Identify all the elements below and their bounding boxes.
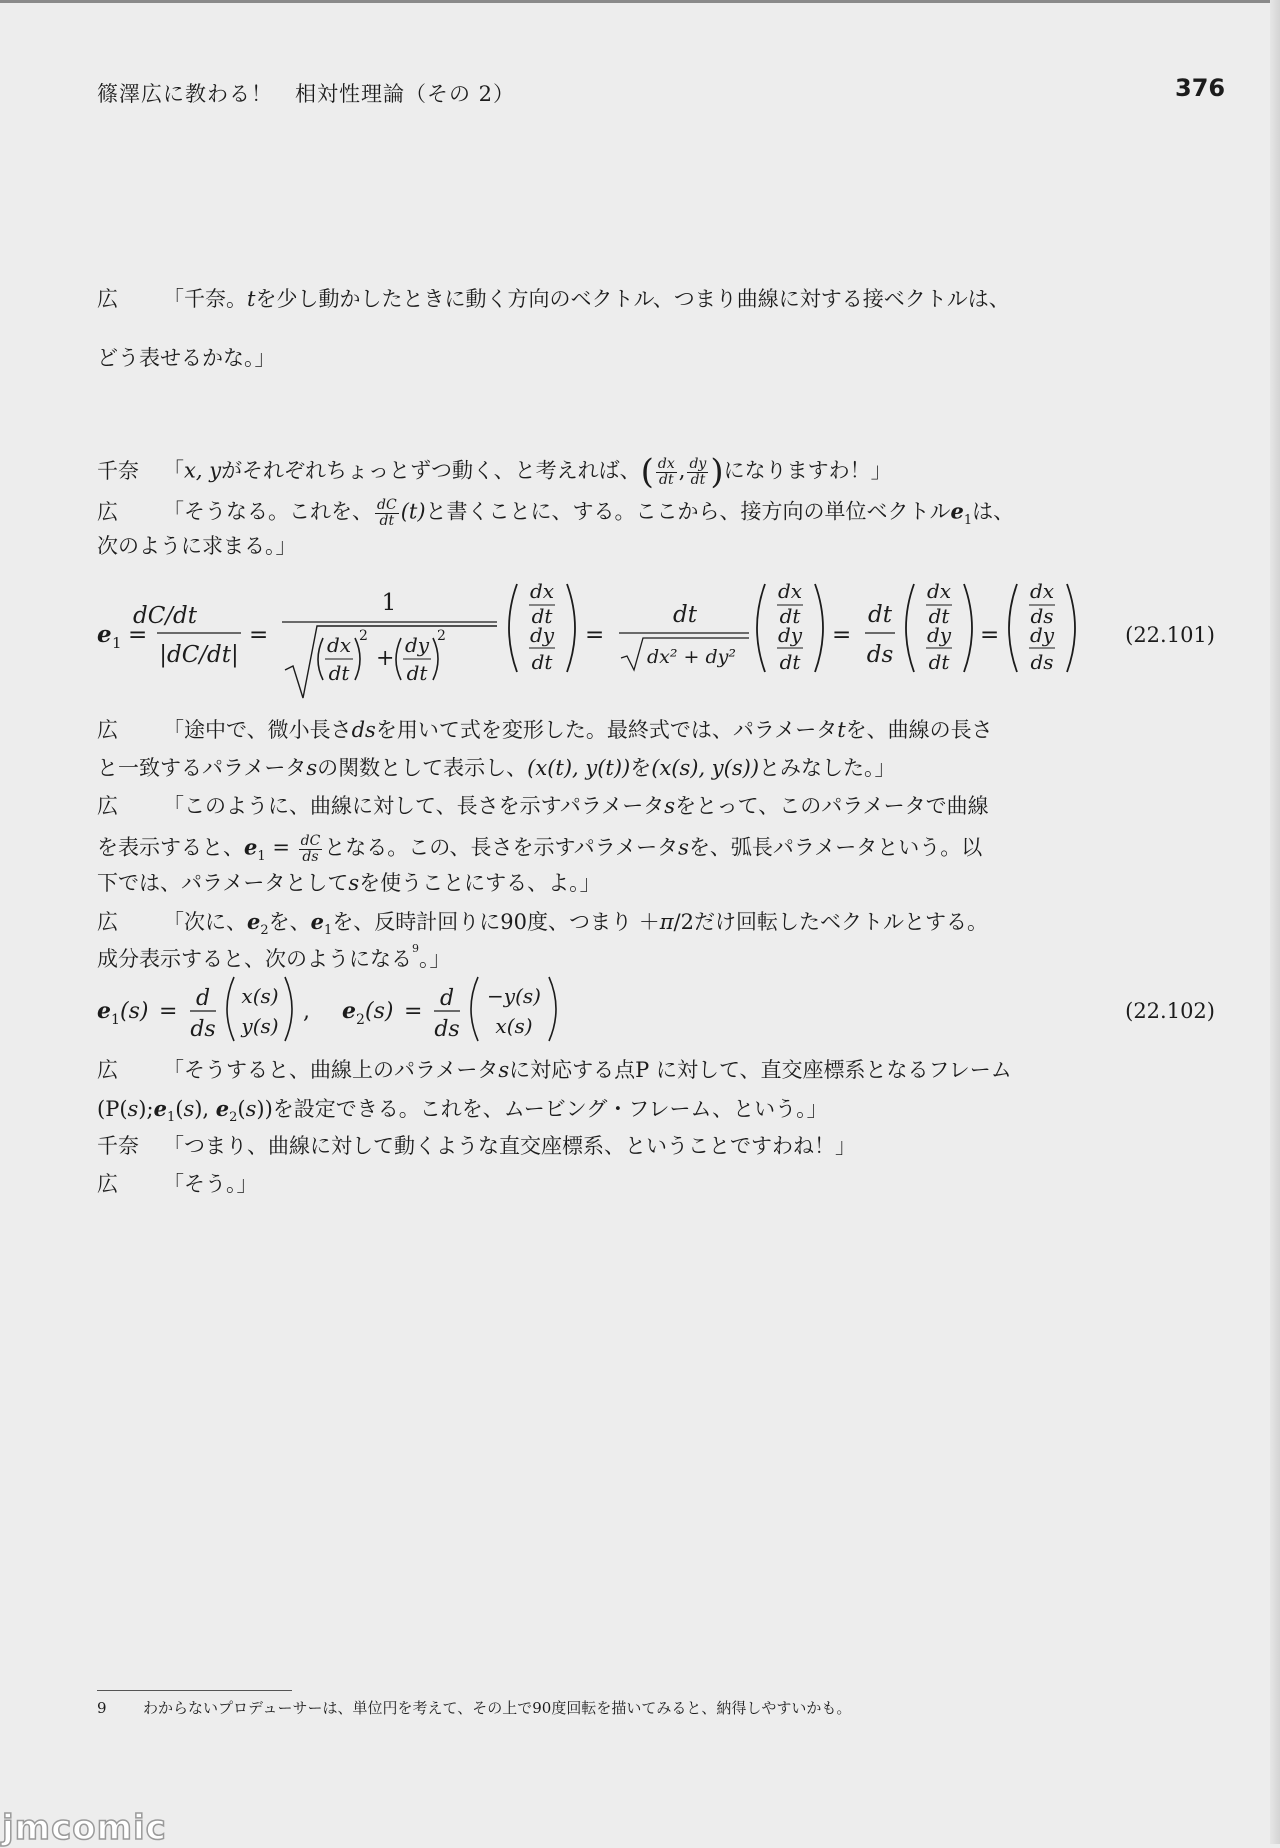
dialogue-line: 成分表示すると、次のようになる$^9$。」 (97, 942, 451, 971)
svg-text:dx: dx (926, 579, 952, 603)
svg-text:ds: ds (190, 1017, 216, 1042)
page-number: 376 (1175, 74, 1226, 102)
page-right-edge (1270, 0, 1280, 1844)
svg-text:=: = (832, 622, 852, 648)
svg-text:dt: dt (673, 602, 697, 628)
svg-text:dt: dt (868, 602, 892, 628)
svg-text:dt: dt (406, 661, 428, 685)
fraction-dC-ds: $\frac{dC}{ds}$ (300, 833, 321, 865)
svg-text:,: , (303, 999, 310, 1024)
speaker-label: 広 (97, 718, 118, 742)
dialogue-line: 下では、パラメータとしてsを使うことにする、よ。」 (97, 871, 601, 895)
svg-text:d: d (439, 986, 455, 1011)
svg-text:dx: dx (529, 579, 555, 603)
fraction-dx-dt: $\frac{dx}{dt}$ (657, 455, 675, 488)
footnote-marker: 9 (412, 942, 419, 955)
svg-text:|dC/dt|: |dC/dt| (159, 642, 239, 668)
dialogue-line: 広 「次に、$e_2$を、$e_1$を、反時計回りに90度、つまり ＋π/2だけ回転したベクトルとする。 (97, 909, 988, 939)
speaker-label: 広 (97, 794, 118, 818)
dialogue-line: 広 「千奈。tを少し動かしたときに動く方向のベクトル、つまり曲線に対する接ベクトルは、 (97, 287, 1010, 311)
svg-text:1: 1 (111, 1012, 120, 1028)
svg-text:d: d (195, 986, 211, 1011)
dialogue-line: 広 「そうすると、曲線上のパラメータsに対応する点P に対して、直交座標系となるフレーム (97, 1058, 1012, 1082)
running-header: 篠澤広に教わる！ 相対性理論（その 2） (97, 82, 516, 106)
svg-text:e: e (97, 998, 111, 1024)
page-top-edge (0, 0, 1280, 3)
svg-text:dy: dy (1029, 623, 1055, 647)
svg-text:=: = (128, 622, 148, 648)
speaker-label: 千奈 (97, 1134, 139, 1158)
dialogue-line: を表示すると、$e_1$ = $\frac{dC}{ds}$ となる。この、長さを示すパラメータsを、弧長パラメータという。以 (97, 833, 983, 865)
svg-text:dt: dt (928, 650, 950, 674)
speaker-label: 広 (97, 499, 118, 524)
speaker-label: 広 (97, 1172, 118, 1196)
dialogue-line: 広 「そうなる。これを、 $\frac{dC}{dt}$ (t)と書くことに、する。ここから、接方向の単位ベクトル$e_1$は、 (97, 497, 1015, 529)
speaker-label: 広 (97, 287, 118, 311)
svg-text:e: e (97, 621, 112, 648)
svg-text:dt: dt (779, 604, 801, 628)
svg-text:dx: dx (1029, 579, 1055, 603)
svg-text:2: 2 (359, 628, 368, 644)
svg-text:x(s): x(s) (495, 1014, 533, 1038)
svg-text:1: 1 (381, 590, 397, 616)
dialogue-line: どう表せるかな。」 (97, 346, 276, 370)
svg-text:dt: dt (328, 661, 350, 685)
svg-text:=: = (249, 622, 269, 648)
svg-text:x(s): x(s) (241, 984, 279, 1008)
footnote-divider (97, 1690, 292, 1691)
fraction-dC-dt: $\frac{dC}{dt}$ (377, 497, 397, 529)
svg-text:=: = (159, 999, 178, 1024)
svg-text:(s): (s) (365, 999, 394, 1024)
speaker-label: 広 (97, 910, 118, 934)
svg-text:dt: dt (531, 650, 553, 674)
footnote-text: わからないプロデューサーは、単位円を考えて、その上で90度回転を描いてみると、納得しやすいかも。 (143, 1699, 852, 1717)
equation-svg (97, 570, 1215, 705)
svg-text:ds: ds (434, 1017, 460, 1042)
svg-text:=: = (980, 622, 1000, 648)
svg-text:2: 2 (437, 628, 446, 644)
svg-text:y(s): y(s) (241, 1014, 279, 1038)
watermark: jmcomic (2, 1808, 167, 1848)
svg-text:dy: dy (926, 623, 952, 647)
svg-text:dx² + dy²: dx² + dy² (647, 646, 737, 668)
svg-text:=: = (404, 999, 423, 1024)
svg-text:ds: ds (1030, 604, 1054, 628)
dialogue-line: 次のように求まる。」 (97, 534, 297, 558)
svg-text:1: 1 (112, 634, 122, 652)
dialogue-line: 千奈 「つまり、曲線に対して動くような直交座標系、ということですわね！」 (97, 1134, 856, 1158)
dialogue-line: 広 「途中で、微小長さdsを用いて式を変形した。最終式では、パラメータtを、曲線の長さ (97, 718, 993, 742)
speaker-label: 広 (97, 1058, 118, 1082)
fraction-dy-dt: $\frac{dy}{dt}$ (689, 455, 707, 488)
dialogue-line: と一致するパラメータsの関数として表示し、(x(t), y(t))を(x(s), y(s))とみなした。」 (97, 756, 896, 780)
dialogue-line: ($P(s);e_1(s)$, $e_2(s)$)を設定できる。これを、ムービング・フレーム、という。」 (97, 1096, 828, 1126)
svg-text:+: + (376, 646, 395, 671)
footnote-number: 9 (97, 1699, 107, 1717)
dialogue-line: 広 「そう。」 (97, 1172, 258, 1196)
svg-text:dy: dy (777, 623, 803, 647)
svg-text:ds: ds (866, 642, 894, 668)
svg-text:2: 2 (356, 1012, 365, 1028)
svg-text:−y(s): −y(s) (487, 984, 541, 1008)
svg-text:dt: dt (779, 650, 801, 674)
svg-text:dx: dx (777, 579, 803, 603)
svg-text:e: e (342, 998, 356, 1024)
svg-text:dC/dt: dC/dt (132, 603, 198, 629)
equation-22-101 (97, 570, 1215, 705)
svg-text:dy: dy (529, 623, 555, 647)
svg-text:(22.101): (22.101) (1125, 623, 1215, 647)
svg-text:dt: dt (928, 604, 950, 628)
footnote (97, 1697, 851, 1718)
equation-22-102 (97, 975, 1215, 1045)
svg-text:ds: ds (1030, 650, 1054, 674)
svg-text:dx: dx (326, 633, 352, 657)
dialogue-line: 千奈 「x, yがそれぞれちょっとずつ動く、と考えれば、( $\frac{dx}{dt}$ , $\frac{dy}{dt}$ )になりますわ！」 (97, 452, 892, 492)
dialogue-line: 広 「このように、曲線に対して、長さを示すパラメータsをとって、このパラメータで曲線 (97, 794, 989, 818)
svg-text:=: = (585, 622, 605, 648)
equation-svg (97, 975, 1215, 1045)
svg-text:dt: dt (531, 604, 553, 628)
speaker-label: 千奈 (97, 458, 139, 483)
svg-text:(s): (s) (120, 999, 149, 1024)
svg-text:(22.102): (22.102) (1125, 999, 1215, 1023)
svg-text:dy: dy (404, 633, 430, 657)
